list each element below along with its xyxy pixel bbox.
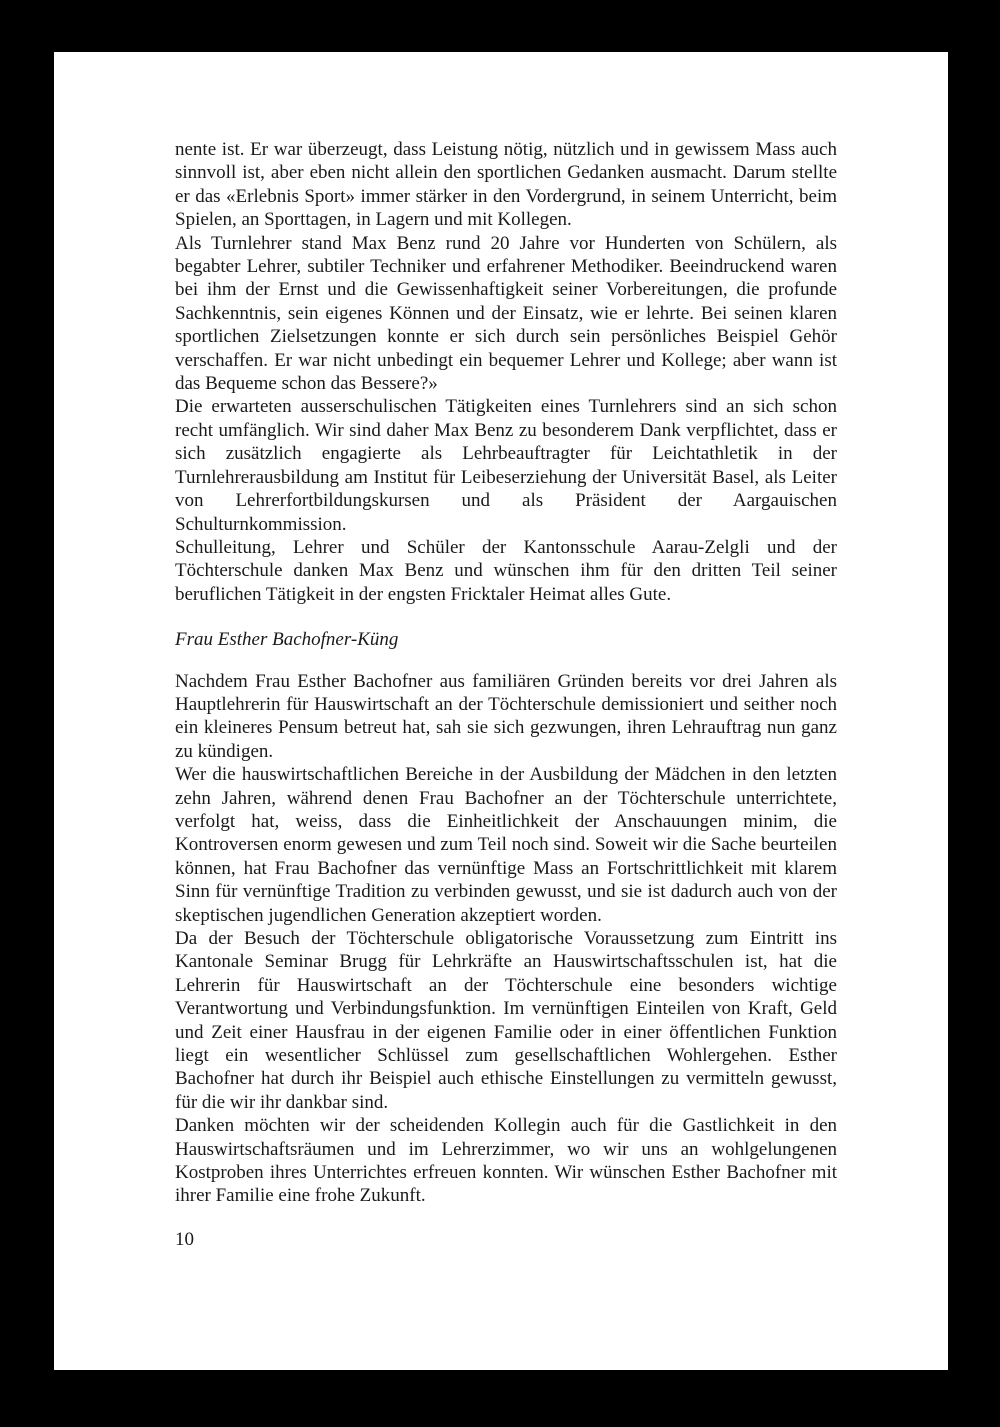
paragraph: Als Turnlehrer stand Max Benz rund 20 Jahre vor Hunderten von Schülern, als begabter Lehrer, subtiler Techniker und erfahrener Methodiker. Beeindruckend waren bei ihm der Ernst und die Gewissenhaftigkeit seiner Vorbereitungen, die profunde Sachkenntnis, sein eigenes Können und der Einsatz, wie er lehrte. Bei seinen klaren sportlichen Zielsetzungen konnte er sich durch sein persönliches Beispiel Gehör verschaffen. Er war nicht unbedingt ein bequemer Lehrer und Kollege; aber wann ist das Bequeme schon das Bessere?»: [175, 232, 837, 395]
document-page: [54, 52, 948, 1370]
body-text: [175, 138, 837, 1208]
paragraph: Die erwarteten ausserschulischen Tätigkeiten eines Turnlehrers sind an sich schon recht umfänglich. Wir sind daher Max Benz zu besonderem Dank verpflichtet, dass er sich zusätzlich engagierte als Lehrbeauftragter für Leichtathletik in der Turnlehrerausbildung am Institut für Leibeserziehung der Universität Basel, als Leiter von Lehrerfortbildungskursen und als Präsident der Aargauischen Schulturnkommission.: [175, 396, 837, 535]
paragraph: Nachdem Frau Esther Bachofner aus familiären Gründen bereits vor drei Jahren als Hauptlehrerin für Hauswirtschaft an der Töchterschule demissioniert und seither noch ein kleineres Pensum betreut hat, sah sie sich gezwungen, ihren Lehrauftrag nun ganz zu kündigen.: [175, 670, 837, 762]
paragraph: nente ist. Er war überzeugt, dass Leistung nötig, nützlich und in gewissem Mass auch sinnvoll ist, aber eben nicht allein den sportlichen Gedanken ausmacht. Darum stellte er das «Erlebnis Sport» immer stärker in den Vordergrund, in seinem Unterricht, beim Spielen, an Sporttagen, in Lagern und mit Kollegen.: [175, 139, 837, 231]
paragraph: Wer die hauswirtschaftlichen Bereiche in der Ausbildung der Mädchen in den letzten zehn Jahren, während denen Frau Bachofner an der Töchterschule unterrichtete, verfolgt hat, weiss, dass die Einheitlichkeit der Anschauungen minim, die Kontroversen enorm gewesen und zum Teil noch sind. Soweit wir die Sache beurteilen können, hat Frau Bachofner das vernünftige Mass an Fortschrittlichkeit mit klarem Sinn für vernünftige Tradition zu verbinden gewusst, und sie ist dadurch auch von der skeptischen jugendlichen Generation akzeptiert worden.: [175, 764, 837, 926]
page-number: 10: [175, 1229, 194, 1250]
section-heading: Frau Esther Bachofner-Küng: [175, 629, 399, 651]
paragraph: Danken möchten wir der scheidenden Kollegin auch für die Gastlichkeit in den Hauswirtschaftsräumen und im Lehrerzimmer, wo wir uns an wohlgelungenen Kostproben ihres Unterrichtes erfreuen konnten. Wir wünschen Esther Bachofner mit ihrer Familie eine frohe Zukunft.: [175, 1115, 837, 1207]
paragraph: Da der Besuch der Töchterschule obligatorische Voraussetzung zum Eintritt ins Kantonale Seminar Brugg für Lehrkräfte an Hauswirtschaftsschulen ist, hat die Lehrerin für Hauswirtschaft an der Töchterschule eine besonders wichtige Verantwortung und Verbindungsfunktion. Im vernünftigen Einteilen von Kraft, Geld und Zeit einer Hausfrau in der eigenen Familie oder in einer öffentlichen Funktion liegt ein wesentlicher Schlüssel zum gesellschaftlichen Wohlergehen. Esther Bachofner hat durch ihr Beispiel auch ethische Einstellungen zu vermitteln gewusst, für die wir ihr dankbar sind.: [175, 928, 837, 1113]
paragraph: Schulleitung, Lehrer und Schüler der Kantonsschule Aarau-Zelgli und der Töchterschule danken Max Benz und wünschen ihm für den dritten Teil seiner beruflichen Tätigkeit in der engsten Fricktaler Heimat alles Gute.: [175, 536, 837, 605]
